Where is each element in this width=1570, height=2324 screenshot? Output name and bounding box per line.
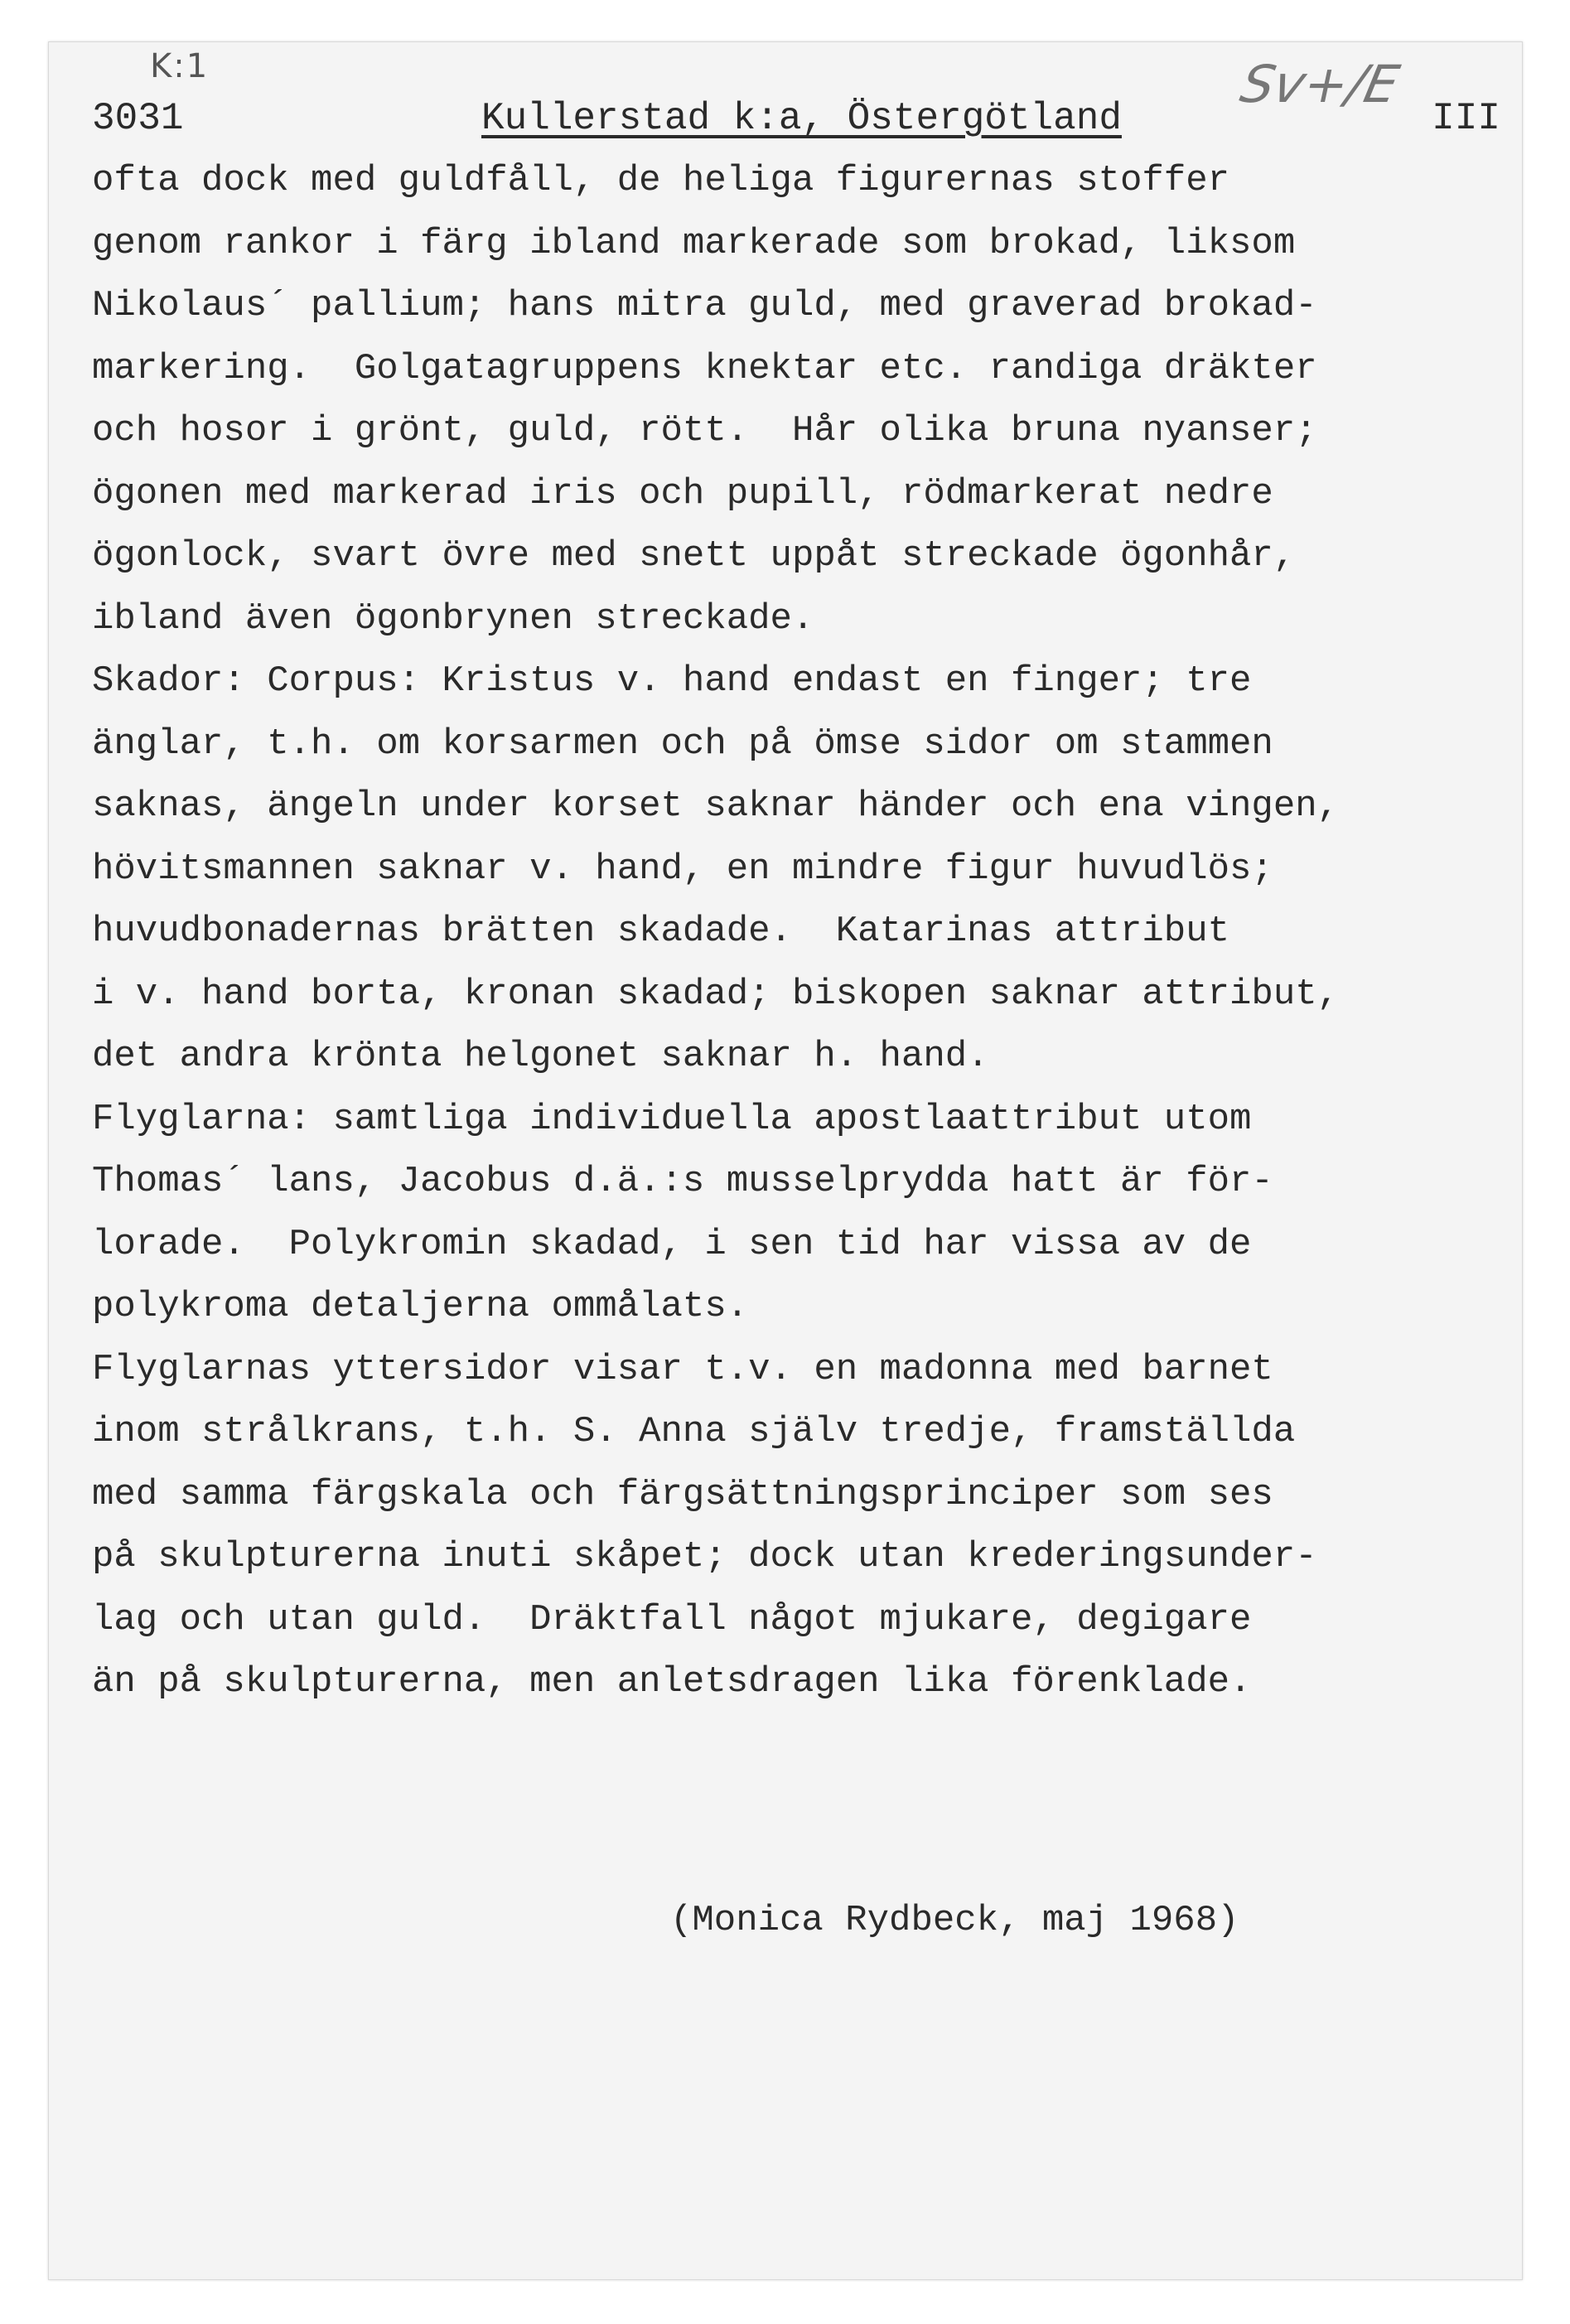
text-line: lag och utan guld. Dräktfall något mjukare, degigare [92, 1598, 1252, 1640]
text-line: på skulpturerna inuti skåpet; dock utan krederingsunder- [92, 1536, 1317, 1578]
text-line: det andra krönta helgonet saknar h. hand. [92, 1036, 989, 1077]
text-line: hövitsmannen saknar v. hand, en mindre figur huvudlös; [92, 848, 1273, 890]
text-line: inom strålkrans, t.h. S. Anna själv tredje, framställda [92, 1411, 1296, 1452]
text-line: Flyglarnas yttersidor visar t.v. en madonna med barnet [92, 1348, 1273, 1390]
text-line: än på skulpturerna, men anletsdragen lika förenklade. [92, 1661, 1252, 1703]
text-line: genom rankor i färg ibland markerade som brokad, liksom [92, 222, 1296, 264]
text-line: ofta dock med guldfåll, de heliga figurernas stoffer [92, 160, 1230, 201]
body-text [92, 150, 1517, 1714]
text-line: änglar, t.h. om korsarmen och på ömse sidor om stammen [92, 722, 1273, 765]
text-line: polykroma detaljerna ommålats. [92, 1286, 749, 1327]
handwritten-mark: K:1 [150, 47, 210, 85]
card-volume: III [1432, 97, 1500, 140]
text-line: Skador: Corpus: Kristus v. hand endast en finger; tre [92, 660, 1252, 702]
card-title: Kullerstad k:a, Östergötland [481, 97, 1122, 140]
card-number: 3031 [92, 97, 184, 140]
text-line: Nikolaus´ pallium; hans mitra guld, med graverad brokad- [92, 285, 1317, 326]
index-card [48, 41, 1523, 2280]
author-signature: (Monica Rydbeck, maj 1968) [670, 1900, 1239, 1941]
text-line: saknas, ängeln under korset saknar händer och ena vingen, [92, 785, 1340, 827]
text-line: i v. hand borta, kronan skadad; biskopen saknar attribut, [92, 973, 1340, 1015]
text-line: med samma färgskala och färgsättningsprinciper som ses [92, 1473, 1273, 1515]
text-line: huvudbonadernas brätten skadade. Katarinas attribut [92, 911, 1230, 952]
text-line: Flyglarna: samtliga individuella apostlaattribut utom [92, 1098, 1252, 1140]
text-line: ibland även ögonbrynen streckade. [92, 597, 814, 640]
text-line: lorade. Polykromin skadad, i sen tid har vissa av de [92, 1223, 1252, 1265]
card-header [92, 94, 1500, 143]
text-line: ögonen med markerad iris och pupill, rödmarkerat nedre [92, 472, 1273, 515]
text-line: ögonlock, svart övre med snett uppåt streckade ögonhår, [92, 535, 1296, 577]
handwritten-signature: Sv+/E [1235, 54, 1404, 114]
text-line: och hosor i grönt, guld, rött. Hår olika bruna nyanser; [92, 410, 1317, 452]
text-line: Thomas´ lans, Jacobus d.ä.:s musselprydda hatt är för- [92, 1161, 1273, 1202]
text-line: markering. Golgatagruppens knektar etc. randiga dräkter [92, 347, 1317, 389]
